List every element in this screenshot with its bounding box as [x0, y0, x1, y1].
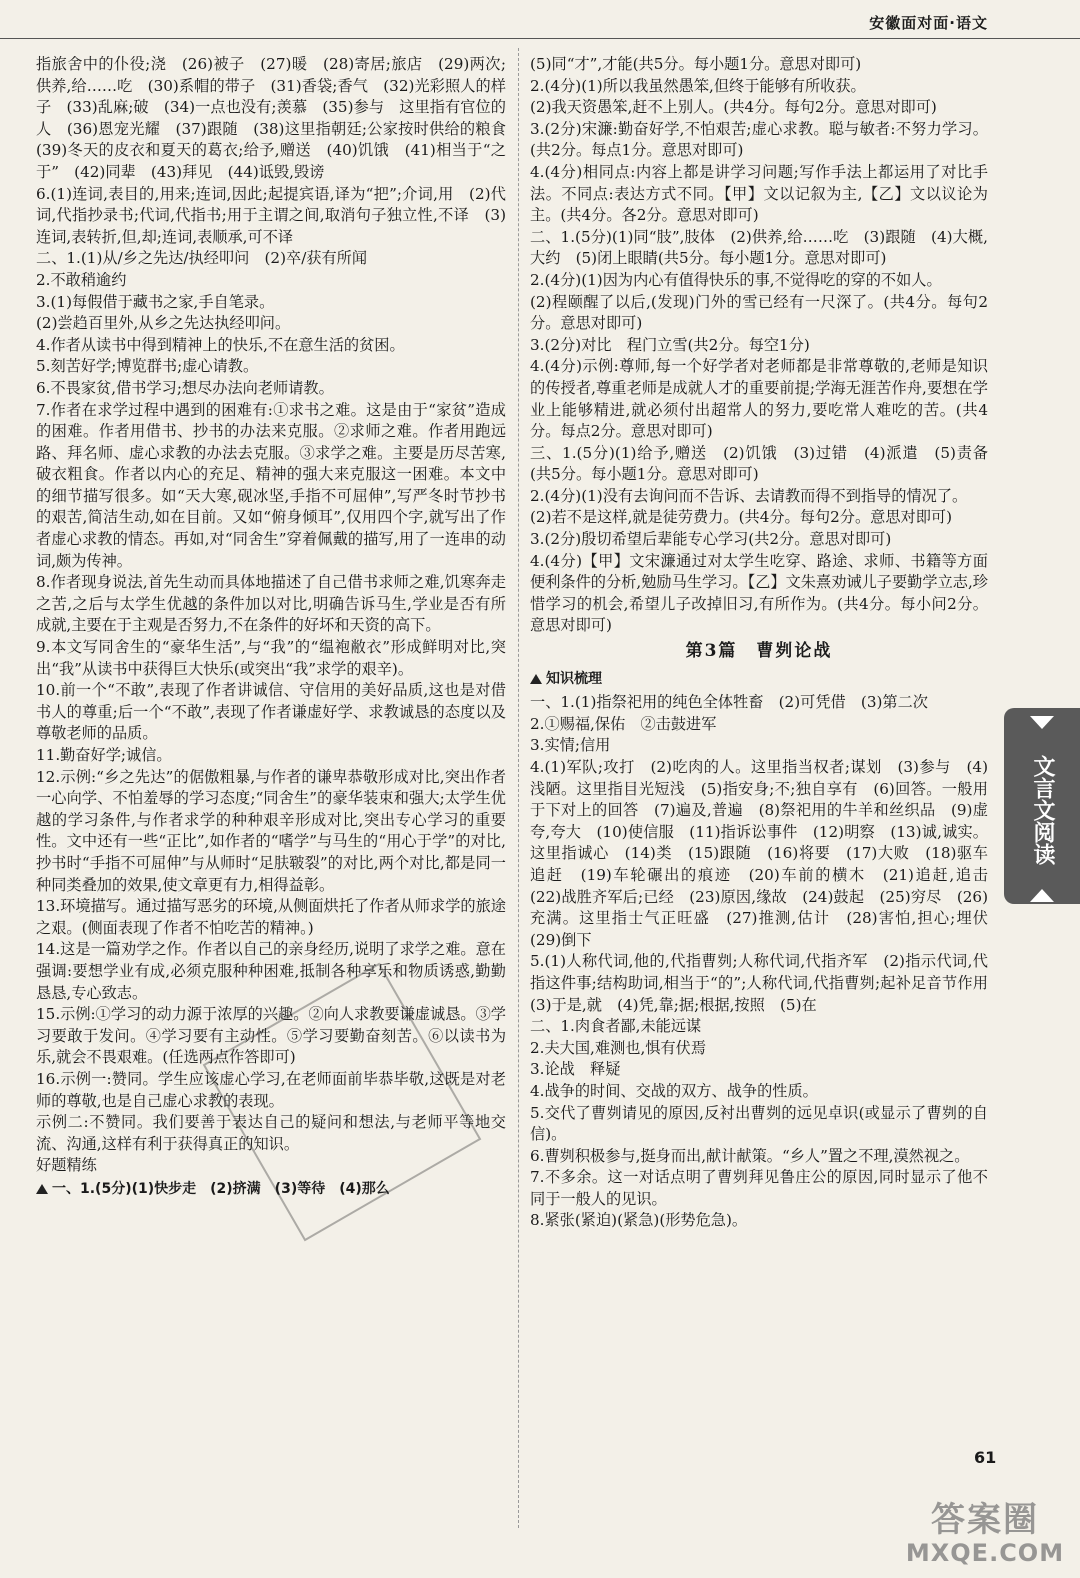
- answer-item: 2.(4分)(1)因为内心有值得快乐的事,不觉得吃的穿的不如人。: [530, 270, 942, 289]
- watermark-url: MXQE.COM: [905, 1539, 1065, 1567]
- answer-item: 2.不敢稍逾约: [36, 270, 127, 289]
- answer-item: 二、1.(1)从/乡之先达/执经叩问 (2)卒/获有所闻: [36, 249, 368, 268]
- section-heading-haoti: 一、1.(5分)(1)快步走 (2)挤满 (3)等待 (4)那么: [36, 1179, 506, 1201]
- answer-item: 6.不畏家贫,借书学习;想尽办法向老师请教。: [36, 378, 334, 397]
- side-tab-label: 文言文阅读: [1030, 755, 1055, 865]
- section-title-caogui: 第3篇 曹刿论战: [685, 641, 833, 662]
- arrow-up-icon: [1030, 889, 1054, 902]
- left-column: [36, 54, 522, 1202]
- answer-item: 5.交代了曹刿请见的原因,反衬出曹刿的远见卓识(或显示了曹刿的自信)。: [530, 1103, 988, 1144]
- answer-item: 3.(1)每假借于藏书之家,手自笔录。: [36, 292, 275, 311]
- answer-item: 好题精练: [36, 1156, 97, 1175]
- answer-item: 4.(4分)【甲】文宋濂通过对太学生吃穿、路途、求师、书籍等方面便利条件的分析,勉励马生学习。【乙】文朱熹劝诫儿子要勤学立志,珍惜学习的机会,希望儿子改掉旧习,有所作为。(共4分。每小问2分。意思对即可): [530, 551, 988, 635]
- page-header: [0, 0, 1080, 39]
- answer-item: 4.战争的时间、交战的双方、战争的性质。: [530, 1081, 818, 1100]
- right-column: [530, 54, 1004, 1232]
- answer-item: (5)同“才”,才能(共5分。每小题1分。意思对即可): [530, 55, 862, 73]
- answer-item: 示例二:不赞同。我们要善于表达自己的疑问和想法,与老师平等地交流、沟通,这样有利于获得真正的知识。: [36, 1113, 506, 1153]
- section-heading-zhishi: 知识梳理: [530, 669, 988, 691]
- side-tab-wenyanwen: [1004, 708, 1080, 904]
- triangle-icon: [530, 674, 542, 684]
- answer-item: 8.作者现身说法,首先生动而具体地描述了自己借书求师之难,饥寒奔走之苦,之后与太学生优越的条件加以对比,明确告诉马生,学业是否有所成就,主要在于主观是否努力,不在条件的好坏和天资的高下。: [36, 573, 506, 635]
- answer-item: 二、1.(5分)(1)同“肢”,肢体 (2)供养,给……吃 (3)跟随 (4)大概,大约 (5)闭上眼睛(共5分。每小题1分。意思对即可): [530, 227, 988, 268]
- arrow-down-icon: [1030, 716, 1054, 729]
- answer-item: 6.曹刿积极参与,挺身而出,献计献策。“乡人”置之不理,漠然视之。: [530, 1146, 970, 1165]
- answer-item: 10.前一个“不敢”,表现了作者讲诚信、守信用的美好品质,这也是对借书人的尊重;后一个“不敢”,表现了作者谦虚好学、求教诚恳的态度以及尊敬老师的品质。: [36, 681, 506, 743]
- answer-item: 15.示例:①学习的动力源于浓厚的兴趣。②向人求教要谦虚诚恳。③学习要敢于发问。④学习要有主动性。⑤学习要勤奋刻苦。⑥以读书为乐,就会不畏艰难。(任选两点作答即可): [36, 1005, 506, 1067]
- answer-item: 4.(4分)相同点:内容上都是讲学习问题;写作手法上都运用了对比手法。不同点:表达方式不同。【甲】文以记叙为主,【乙】文以议论为主。(共4分。各2分。意思对即可): [530, 162, 988, 225]
- answer-item: 4.(4分)示例:尊师,每一个好学者对老师都是非常尊敬的,老师是知识的传授者,尊重老师是成就人才的重要前提;学海无涯苦作舟,要想在学业上能够精进,就必须付出超常人的努力,要吃常人难吃的苦。(共4分。每点2分。意思对即可): [530, 357, 988, 441]
- answer-item: 3.(2分)对比 程门立雪(共2分。每空1分): [530, 335, 810, 354]
- header-title: 安徽面对面·语文: [869, 14, 988, 32]
- answer-item: 2.(4分)(1)没有去询问而不告诉、去请教而得不到指导的情况了。: [530, 486, 968, 505]
- answer-item: 3.(2分)宋濂:勤奋好学,不怕艰苦;虚心求教。聪与敏者:不努力学习。(共2分。每点1分。意思对即可): [530, 119, 988, 160]
- answer-item: 3.论战 释疑: [530, 1060, 621, 1079]
- answer-item: (2)程颐醒了以后,(发现)门外的雪已经有一尺深了。(共4分。每句2分。意思对即可): [530, 292, 988, 333]
- answer-item: 13.环境描写。通过描写恶劣的环境,从侧面烘托了作者从师求学的旅途之艰。(侧面表现了作者不怕吃苦的精神。): [36, 897, 506, 937]
- answer-item: 一、1.(1)指祭祀用的纯色全体牲畜 (2)可凭借 (3)第二次: [530, 693, 928, 712]
- answer-item: 5.刻苦好学;博览群书;虚心请教。: [36, 357, 259, 376]
- answer-item: 16.示例一:赞同。学生应该虚心学习,在老师面前毕恭毕敬,这既是对老师的尊敬,也是自己虚心求教的表现。: [36, 1069, 506, 1110]
- answer-item: 9.本文写同舍生的“豪华生活”,与“我”的“缊袍敝衣”形成鲜明对比,突出“我”从读书中获得巨大快乐(或突出“我”求学的艰辛)。: [36, 638, 506, 678]
- answer-item: 2.(4分)(1)所以我虽然愚笨,但终于能够有所收获。: [530, 76, 866, 95]
- answer-item: 8.紧张(紧迫)(紧急)(形势危急)。: [530, 1211, 748, 1230]
- answer-item: 14.这是一篇劝学之作。作者以自己的亲身经历,说明了求学之难。意在强调:要想学业有成,必须克服种种困难,抵制各种享乐和物质诱惑,勤勤恳恳,专心致志。: [36, 940, 506, 1002]
- triangle-icon: [36, 1184, 48, 1194]
- answer-item: 2.夫大国,难测也,惧有伏焉: [530, 1038, 707, 1057]
- watermark-logo: [900, 1500, 1070, 1570]
- answer-item: 指旅舍中的仆役;浇 (26)被子 (27)暖 (28)寄居;旅店 (29)两次;供养,给……吃 (30)系帽的带子 (31)香袋;香气 (32)光彩照人的样子 (33)乱麻;破 (34)一点也没有;羡慕 (35)参与 这里指有官位的人 (36)恩宠光耀 (37)跟随 (38)这里指朝廷;公家按时供给的粮食 (39)冬天的皮衣和夏天的葛衣;给予,赠送 (40)饥饿 (41)相当于“之于” (42)同辈 (43)拜见 (44)诋毁,毁谤: [36, 55, 522, 181]
- page-number: 61: [974, 1448, 997, 1467]
- answer-item: 2.①赐福,保佑 ②击鼓进军: [530, 714, 717, 733]
- column-divider: [518, 48, 519, 1528]
- answer-item: 11.勤奋好学;诚信。: [36, 746, 172, 764]
- answer-item: 6.(1)连词,表目的,用来;连词,因此;起提宾语,译为“把”;介词,用 (2)代词,代指抄录书;代词,代指书;用于主谓之间,取消句子独立性,不译 (3)连词,表转折,但,却;连词,表顺承,可不译: [36, 184, 506, 246]
- answer-item: 3.(2分)殷切希望后辈能专心学习(共2分。意思对即可): [530, 530, 892, 549]
- answer-item: 3.实情;信用: [530, 736, 611, 755]
- watermark-text: 答案圈: [931, 1500, 1039, 1540]
- answer-item: 7.作者在求学过程中遇到的困难有:①求书之难。这是由于“家贫”造成的困难。作者用借书、抄书的办法来克服。②求师之难。作者用跑远路、拜名师、虚心求教的办法去克服。③求学之难。主要是历尽苦寒,破衣粗食。作者以内心的充足、精神的强大来克服这一困难。本文中的细节描写很多。如“天大寒,砚冰坚,手指不可屈伸”,写严冬时节抄书的艰苦,简洁生动,如在目前。又如“俯身倾耳”,仅用四个字,就写出了作者虚心求教的情态。再如,对“同舍生”穿着佩戴的描写,用了一连串的动词,颇为传神。: [36, 400, 506, 570]
- answer-item: (2)我天资愚笨,赶不上别人。(共4分。每句2分。意思对即可): [530, 98, 937, 117]
- answer-item: 12.示例:“乡之先达”的倨傲粗暴,与作者的谦卑恭敬形成对比,突出作者一心向学、不怕羞辱的学习态度;“同舍生”的豪华装束和强大;太学生优越的学习条件,与作者求学的种种艰辛形成对比,突出专心学习的重要性。文中还有一些“正比”,如作者的“嗜学”与马生的“用心于学”的对比,抄书时“手指不可屈伸”与从师时“足肤皲裂”的对比,两个对比,都是同一种同类叠加的效果,使文章更有力,相得益彰。: [36, 767, 506, 894]
- answer-item: 4.作者从读书中得到精神上的快乐,不在意生活的贫困。: [36, 335, 405, 354]
- answer-item: 二、1.肉食者鄙,未能远谋: [530, 1017, 702, 1036]
- answer-item: (2)尝趋百里外,从乡之先达执经叩问。: [36, 314, 291, 333]
- answer-item: (2)若不是这样,就是徒劳费力。(共4分。每句2分。意思对即可): [530, 508, 953, 527]
- answer-item: 7.不多余。这一对话点明了曹刿拜见鲁庄公的原因,同时显示了他不同于一般人的见识。: [530, 1168, 988, 1208]
- answer-item: 三、1.(5分)(1)给予,赠送 (2)饥饿 (3)过错 (4)派遣 (5)责备(共5分。每小题1分。意思对即可): [530, 443, 988, 484]
- answer-item: 5.(1)人称代词,他的,代指曹刿;人称代词,代指齐军 (2)指示代词,代指这件事;结构助词,相当于“的”;人称代词,代指曹刿;起补足音节作用 (3)于是,就 (4)凭,靠;据;根据,按照 (5)在: [530, 952, 1004, 1014]
- answer-item: 4.(1)军队;攻打 (2)吃肉的人。这里指当权者;谋划 (3)参与 (4)浅陋。这里指目光短浅 (5)指安身;不;独自享有 (6)回答。一般用于下对上的回答 (7)遍及,普遍 (8)祭祀用的牛羊和丝织品 (9)虚夸,夸大 (10)使信服 (11)指诉讼事件 (12)明察 (13)诚,诚实。这里指诚心 (14)类 (15)跟随 (16)将要 (17)大败 (18)驱车追赶 (19)车轮碾出的痕迹 (20)车前的横木 (21)追赶,追击 (22)战胜齐军后;已经 (23)原因,缘故 (24)鼓起 (25)穷尽 (26)充满。这里指士气正旺盛 (27)推测,估计 (28)害怕,担心;埋伏 (29)倒下: [530, 758, 1004, 949]
